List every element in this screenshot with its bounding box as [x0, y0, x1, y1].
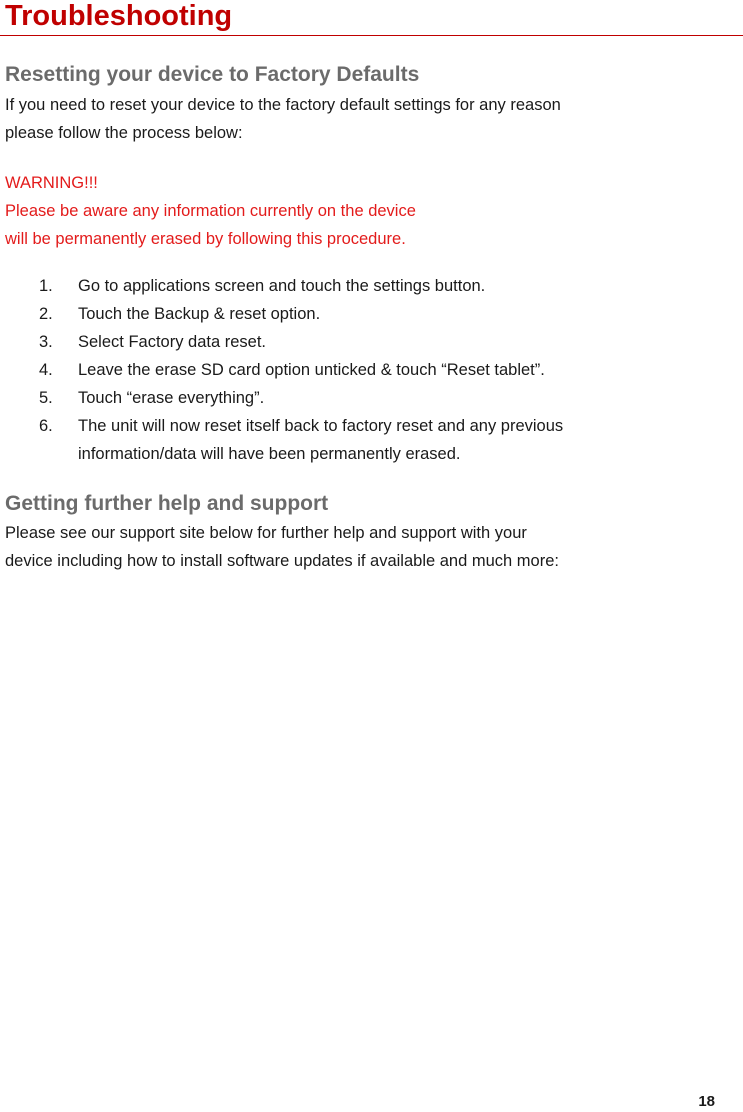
- warning-text-line: Please be aware any information currently on the device: [5, 202, 416, 220]
- step-item: [0, 384, 563, 412]
- support-text-line: device including how to install software updates if available and much more:: [5, 552, 559, 570]
- step-item: [0, 300, 563, 328]
- step-item: [0, 412, 563, 468]
- reset-intro-line: please follow the process below:: [5, 124, 243, 142]
- reset-intro-line: If you need to reset your device to the factory default settings for any reason: [5, 96, 561, 114]
- step-number: 5.: [39, 389, 53, 407]
- step-text-continued: information/data will have been permanently erased.: [78, 445, 461, 463]
- warning-label: WARNING!!!: [5, 174, 98, 192]
- step-text: Touch “erase everything”.: [78, 389, 265, 407]
- support-text-line: Please see our support site below for further help and support with your: [5, 524, 527, 542]
- step-number: 2.: [39, 305, 53, 323]
- page-title: Troubleshooting: [5, 0, 233, 32]
- step-number: 6.: [39, 417, 53, 435]
- step-text: Touch the Backup & reset option.: [78, 305, 321, 323]
- support-section-heading: Getting further help and support: [5, 492, 329, 515]
- warning-text-line: will be permanently erased by following this procedure.: [5, 230, 406, 248]
- title-divider: [0, 35, 743, 36]
- step-item: [0, 272, 563, 300]
- step-number: 1.: [39, 277, 53, 295]
- step-text: The unit will now reset itself back to factory reset and any previous: [78, 417, 564, 435]
- step-item: [0, 356, 563, 384]
- step-text: Leave the erase SD card option unticked & touch “Reset tablet”.: [78, 361, 545, 379]
- step-number: 4.: [39, 361, 53, 379]
- page-number: 18: [698, 1093, 715, 1110]
- step-text: Go to applications screen and touch the settings button.: [78, 277, 486, 295]
- step-item: [0, 328, 563, 356]
- step-text: Select Factory data reset.: [78, 333, 267, 351]
- reset-section-heading: Resetting your device to Factory Defaults: [5, 63, 420, 86]
- step-number: 3.: [39, 333, 53, 351]
- reset-steps-list: [0, 272, 563, 468]
